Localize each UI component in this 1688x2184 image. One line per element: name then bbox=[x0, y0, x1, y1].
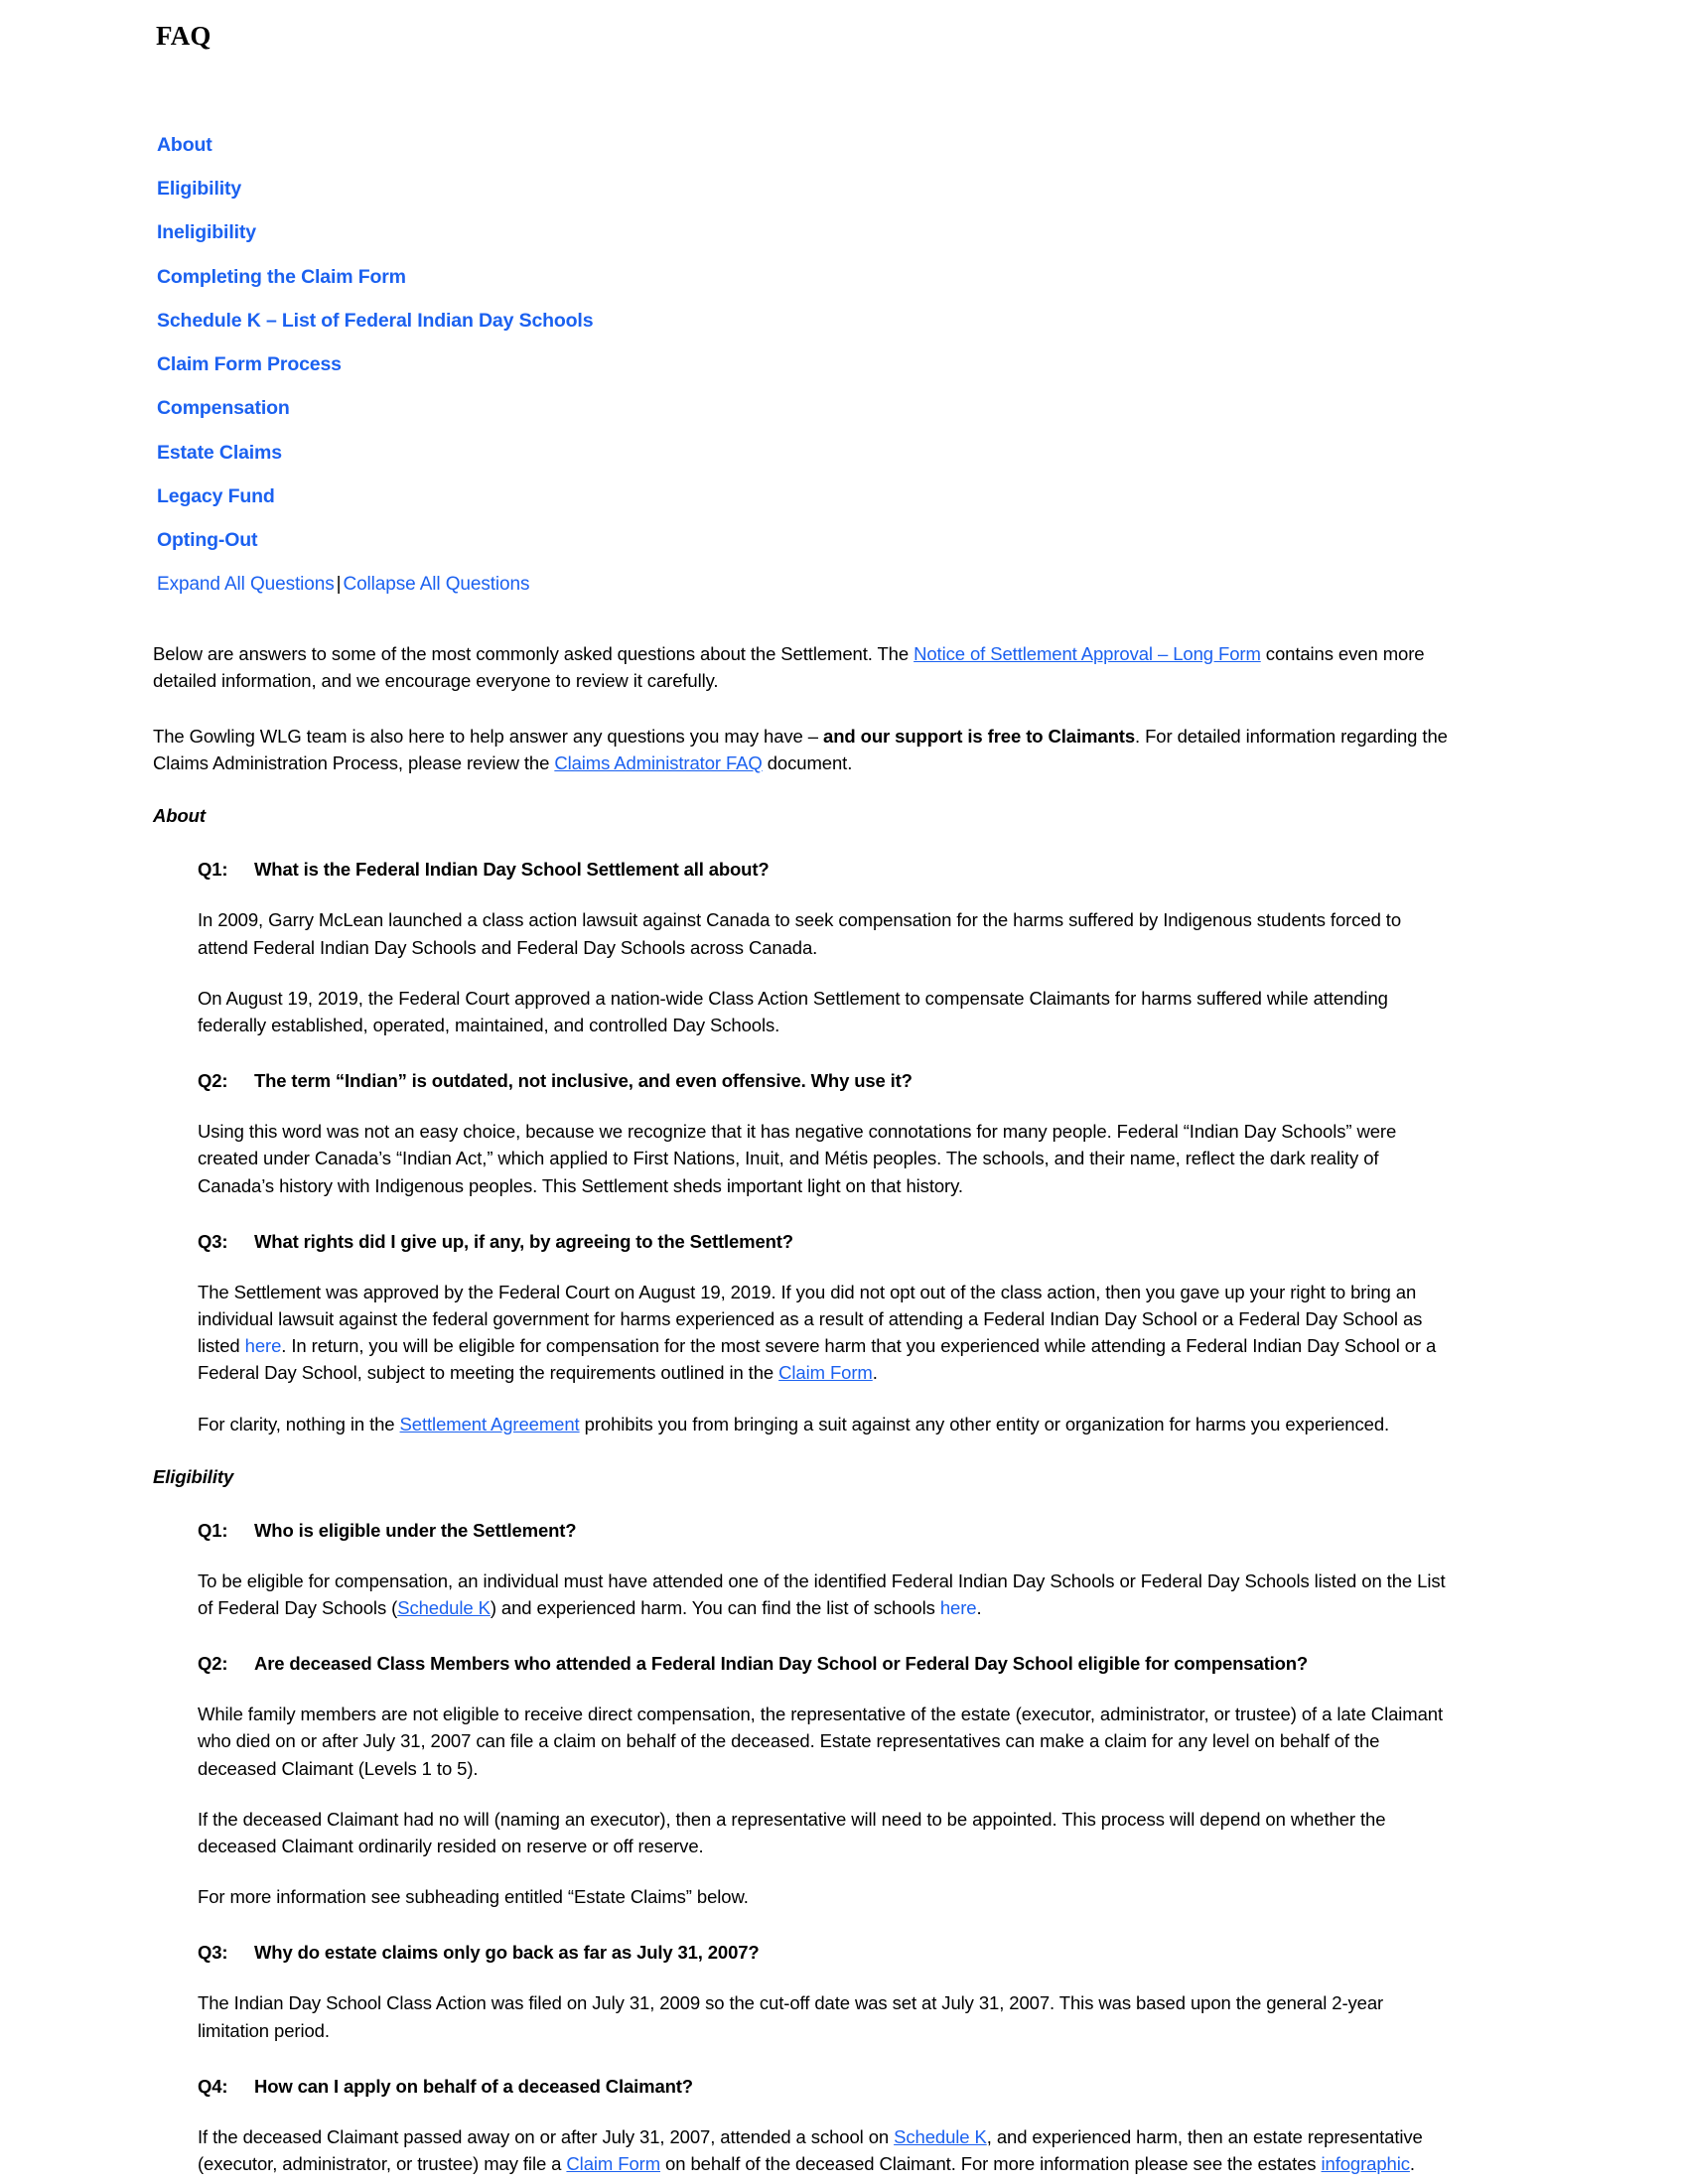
faq-answer bbox=[198, 1701, 1451, 1782]
answer-text-fragment: . bbox=[976, 1596, 982, 1618]
nav-list-item bbox=[157, 179, 1688, 200]
faq-answer bbox=[198, 1989, 1451, 2043]
faq-section bbox=[0, 1466, 1688, 2177]
faq-answer bbox=[198, 2123, 1451, 2177]
qa-block bbox=[198, 1519, 1451, 2177]
section-nav-list bbox=[157, 135, 1688, 551]
nav-list-item bbox=[157, 486, 1688, 507]
nav-link-ineligibility[interactable]: Ineligibility bbox=[157, 221, 256, 244]
inline-link-here[interactable]: here bbox=[939, 1596, 977, 1618]
collapse-all-questions-link[interactable]: Collapse All Questions bbox=[343, 573, 530, 595]
nav-list-item bbox=[157, 311, 1688, 332]
section-heading-about: About bbox=[153, 805, 206, 827]
question-number: Q2: bbox=[198, 1653, 228, 1675]
nav-list-item bbox=[157, 443, 1688, 464]
answer-text-fragment: While family members are not eligible to receive direct compensation, the representative of the estate (executor, administrator, or trustee) of a late Claimant who died on or after July 31, 2007 can file a claim on behalf of the deceased. Estate representatives can make a claim for any level on behalf of the deceased Claimant (Levels 1 to 5). bbox=[198, 1704, 1444, 1779]
question-text: What is the Federal Indian Day School Settlement all about? bbox=[254, 859, 770, 881]
expand-all-questions-link[interactable]: Expand All Questions bbox=[157, 573, 335, 595]
nav-separator: | bbox=[336, 573, 342, 595]
nav-link-opting-out[interactable]: Opting-Out bbox=[157, 529, 258, 552]
claims-administrator-faq-link[interactable]: Claims Administrator FAQ bbox=[554, 752, 763, 774]
faq-section bbox=[0, 805, 1688, 1436]
answer-text-fragment: , and experienced harm, then an estate representative (executor, administrator, or trustee) may file a bbox=[198, 2125, 1423, 2174]
nav-link-compensation[interactable]: Compensation bbox=[157, 397, 290, 420]
intro-p2-text-2: . For detailed information regarding the Claims Administration Process, please review the bbox=[153, 725, 1448, 774]
intro-p1-text-1: Below are answers to some of the most commonly asked questions about the Settlement. The bbox=[153, 642, 914, 664]
question-number: Q3: bbox=[198, 1942, 228, 1964]
answer-text-fragment: For clarity, nothing in the bbox=[198, 1413, 400, 1434]
question-number: Q4: bbox=[198, 2075, 228, 2097]
question-text: Why do estate claims only go back as far as July 31, 2007? bbox=[254, 1942, 760, 1964]
nav-list-item bbox=[157, 398, 1688, 419]
faq-answer bbox=[198, 1883, 1451, 1910]
faq-question[interactable] bbox=[198, 1941, 1451, 1965]
inline-link-claim-form[interactable]: Claim Form bbox=[778, 1362, 873, 1384]
qa-block bbox=[198, 858, 1451, 1436]
intro-p2-text-1: The Gowling WLG team is also here to help answer any questions you may have – bbox=[153, 725, 823, 747]
answer-text-fragment: Using this word was not an easy choice, because we recognize that it has negative connotations for many people. Federal “Indian Day Schools” were created under Canada’s “Indian Act,” which applied to First Nations, Inuit, and Métis peoples. The schools, and their name, reflect the dark reality of Canada’s history with Indigenous peoples. This Settlement sheds important light on that history. bbox=[198, 1121, 1397, 1196]
question-number: Q2: bbox=[198, 1070, 228, 1092]
answer-text-fragment: The Settlement was approved by the Federal Court on August 19, 2019. If you did not opt out of the class action, then you gave up your right to bring an individual lawsuit against the federal government for harms experienced as a result of attending a Federal Indian Day School or a Federal Day School as listed bbox=[198, 1281, 1423, 1357]
question-number: Q1: bbox=[198, 1519, 228, 1541]
faq-question[interactable] bbox=[198, 1652, 1451, 1676]
faq-question[interactable] bbox=[198, 858, 1451, 882]
answer-text-fragment: The Indian Day School Class Action was filed on July 31, 2009 so the cut-off date was set at July 31, 2007. This was based upon the general 2-year limitation period. bbox=[198, 1992, 1384, 2041]
answer-text-fragment: To be eligible for compensation, an individual must have attended one of the identified Federal Indian Day Schools or Federal Day Schools listed on the List of Federal Day Schools ( bbox=[198, 1570, 1446, 1618]
faq-answer bbox=[198, 1279, 1451, 1387]
answer-text-fragment: ) and experienced harm. You can find the list of schools bbox=[490, 1596, 940, 1618]
expand-collapse-row bbox=[157, 575, 1688, 596]
answer-text-fragment: . In return, you will be eligible for compensation for the most severe harm that you experienced while attending a Federal Indian Day School or a Federal Day School, subject to meeting the requirements outlined in the bbox=[198, 1335, 1437, 1384]
faq-answer bbox=[198, 1568, 1451, 1621]
faq-answer bbox=[198, 906, 1451, 960]
nav-link-eligibility[interactable]: Eligibility bbox=[157, 177, 242, 200]
document-body bbox=[0, 640, 1688, 2178]
faq-question[interactable] bbox=[198, 1069, 1451, 1093]
faq-answer bbox=[198, 1806, 1451, 1859]
section-heading-eligibility: Eligibility bbox=[153, 1465, 234, 1487]
question-text: Who is eligible under the Settlement? bbox=[254, 1519, 577, 1541]
inline-link-schedule-k[interactable]: Schedule K bbox=[894, 2125, 987, 2147]
question-text: Are deceased Class Members who attended a Federal Indian Day School or Federal Day School eligible for compensation? bbox=[254, 1653, 1309, 1675]
answer-text-fragment: . bbox=[1409, 2152, 1415, 2174]
faq-answer bbox=[198, 1411, 1451, 1437]
inline-link-infographic[interactable]: infographic bbox=[1321, 2152, 1410, 2174]
intro-p2-text-3: document. bbox=[762, 752, 853, 774]
intro-paragraph-2 bbox=[153, 723, 1449, 776]
nav-link-schedule-k-list-of-federal-indian-day-schools[interactable]: Schedule K – List of Federal Indian Day Schools bbox=[157, 309, 594, 332]
question-text: How can I apply on behalf of a deceased Claimant? bbox=[254, 2075, 693, 2097]
faq-answer bbox=[198, 985, 1451, 1038]
faq-question[interactable] bbox=[198, 1230, 1451, 1254]
faq-question[interactable] bbox=[198, 1519, 1451, 1543]
answer-text-fragment: In 2009, Garry McLean launched a class action lawsuit against Canada to seek compensation for the harms suffered by Indigenous students forced to attend Federal Indian Day Schools and Federal Day Schools across Canada. bbox=[198, 909, 1402, 958]
intro-paragraph-1 bbox=[153, 640, 1449, 694]
nav-list-item bbox=[157, 222, 1688, 243]
notice-of-settlement-approval-link[interactable]: Notice of Settlement Approval – Long Form bbox=[914, 642, 1261, 664]
inline-link-here[interactable]: here bbox=[244, 1335, 282, 1357]
page-title: FAQ bbox=[156, 21, 211, 51]
question-number: Q1: bbox=[198, 859, 228, 881]
question-text: What rights did I give up, if any, by agreeing to the Settlement? bbox=[254, 1230, 793, 1252]
nav-link-claim-form-process[interactable]: Claim Form Process bbox=[157, 353, 342, 376]
nav-link-completing-the-claim-form[interactable]: Completing the Claim Form bbox=[157, 265, 406, 288]
nav-list-item bbox=[157, 267, 1688, 288]
faq-answer bbox=[198, 1118, 1451, 1199]
answer-text-fragment: If the deceased Claimant had no will (naming an executor), then a representative will need to be appointed. This process will depend on whether the deceased Claimant ordinarily resided on reserve or off reserve. bbox=[198, 1808, 1386, 1856]
answer-text-fragment: On August 19, 2019, the Federal Court approved a nation-wide Class Action Settlement to compensate Claimants for harms suffered while attending federally established, operated, maintained, and controlled Day Schools. bbox=[198, 987, 1388, 1035]
answer-text-fragment: . bbox=[872, 1362, 878, 1384]
inline-link-claim-form[interactable]: Claim Form bbox=[566, 2152, 661, 2174]
nav-list-item bbox=[157, 530, 1688, 551]
inline-link-schedule-k[interactable]: Schedule K bbox=[397, 1596, 491, 1618]
nav-list-item bbox=[157, 135, 1688, 156]
answer-text-fragment: on behalf of the deceased Claimant. For more information please see the estates bbox=[660, 2152, 1322, 2174]
nav-list-item bbox=[157, 354, 1688, 375]
inline-link-settlement-agreement[interactable]: Settlement Agreement bbox=[399, 1413, 580, 1434]
answer-text-fragment: prohibits you from bringing a suit against any other entity or organization for harms you experienced. bbox=[579, 1413, 1390, 1434]
question-text: The term “Indian” is outdated, not inclusive, and even offensive. Why use it? bbox=[254, 1070, 913, 1092]
nav-link-legacy-fund[interactable]: Legacy Fund bbox=[157, 485, 275, 508]
answer-text-fragment: If the deceased Claimant passed away on or after July 31, 2007, attended a school on bbox=[198, 2125, 895, 2147]
faq-question[interactable] bbox=[198, 2075, 1451, 2099]
nav-link-estate-claims[interactable]: Estate Claims bbox=[157, 441, 282, 464]
answer-text-fragment: For more information see subheading entitled “Estate Claims” below. bbox=[198, 1886, 749, 1908]
intro-p2-emphasis: and our support is free to Claimants bbox=[823, 725, 1136, 747]
intro-p1-text-2: contains even more detailed information, and we encourage everyone to review it carefully. bbox=[153, 642, 1425, 691]
faq-sections bbox=[0, 805, 1688, 2177]
nav-link-about[interactable]: About bbox=[157, 133, 212, 156]
question-number: Q3: bbox=[198, 1230, 228, 1252]
